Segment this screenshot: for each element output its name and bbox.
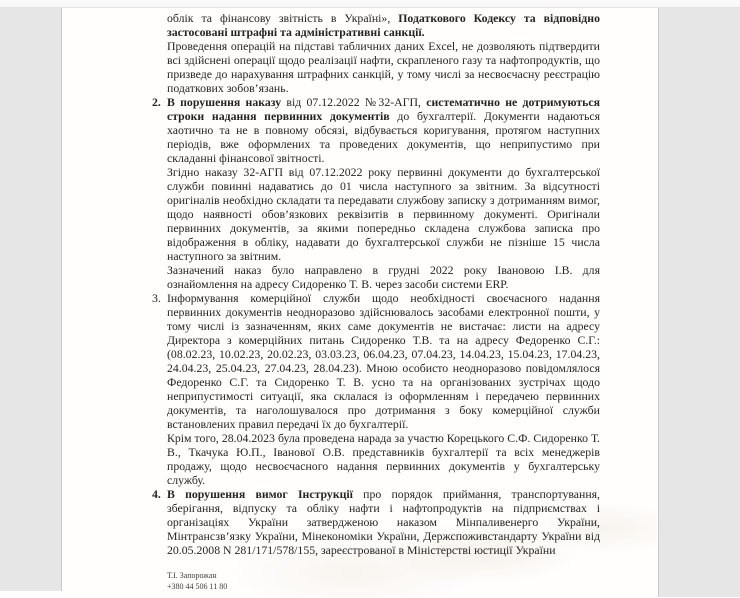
text-run: Проведення операцій на підставі табличних даних Excel, не дозволяють підтвердити всі здійснені операції щодо реалізації нафти, скрапленого газу та нафтопродуктів, що призведе до нарахування штрафних санкцій, у тому числі за несвоєчасну реєстрацію податкових зобов’язань.	[167, 39, 600, 95]
document-page	[62, 8, 657, 597]
list-marker: 2.	[152, 95, 161, 109]
text-run: відповідно застосовані штрафні та адміністративні санкції.	[167, 11, 600, 39]
paragraph	[167, 39, 600, 95]
document-text	[152, 11, 601, 557]
text-run: систематично не дотримуються строки надання первинних документів	[167, 95, 601, 123]
text-run: Крім того, 28.04.2023 була проведена нарада за участю Корецького С.Ф. Сидоренко Т. В., Ткачука Ю.П., Іванової О.В. представників бухгалтерії та всіх менеджерів продажу, щодо несвоєчасного надання первинних документів у бухгалтерську службу.	[167, 431, 600, 487]
page-footer	[167, 570, 600, 592]
signature-phone: +380 44 506 11 80	[167, 582, 228, 591]
text-run: Інформування комерційної служби щодо необхідності своєчасного надання первинних документів неодноразово здійснювалось засобами електронної пошти, у тому числі із зазначенням, яких саме документів не вистачає: листи на адресу Директора з комерційних питань Сидоренко Т.В. та на адресу Федоренко С.Г.: (08.02.23, 10.02.23, 20.02.23, 03.03.23, 06.04.23, 07.04.23, 14.04.23, 15.04.23, 17.04.23, 24.04.23, 25.04.23, 27.04.23, 28.04.23). Мною особисто неодноразово повідомлялося Федоренко С.Г. та Сидоренко Т. В. усно та на організованих зустрічах щодо неприпустимості ситуації, яка склалася із оформленням і передачею первинних документів, та наголошувалося про дотримання з боку комерційної служби встановлених правил передачі їх до бухгалтерії.	[167, 291, 600, 431]
list-item	[152, 487, 601, 557]
signature-name: Т.І. Запорожан	[167, 571, 217, 580]
list-item	[152, 291, 600, 431]
text-run: та	[515, 11, 544, 25]
text-run: Зазначений наказ було направлено в грудні 2022 року Івановою І.В. для ознайомлення на адресу Сидоренко Т. В. через засоби системи ERP.	[167, 263, 600, 291]
text-run: про порядок приймання, транспортування, зберігання, відпуску та обліку нафти і нафтопродуктів на підприємствах і організаціях України затвердженою наказом Мінпаливенерго України, Мінтрансзв’язку України, Мінекономіки України, Держспоживстандарту України від 20.05.2008 N 281/171/578/155, зареєстрованої в Міністерстві юстиції України	[167, 487, 601, 557]
viewer-canvas	[0, 8, 740, 597]
text-run: Податкового Кодексу	[398, 11, 516, 25]
text-run: облік та фінансову звітність в Україні»,	[167, 11, 399, 25]
list-marker: 4.	[152, 487, 161, 501]
list-marker: 3.	[152, 291, 161, 305]
viewer-left-margin	[0, 8, 62, 591]
viewer-right-margin	[658, 8, 740, 597]
text-run: від 07.12.2022 №32-АГП,	[286, 95, 427, 109]
viewer-top-strip	[0, 0, 740, 8]
text-run: В порушення наказу	[167, 95, 287, 109]
paragraph	[167, 11, 600, 39]
paragraph	[167, 165, 600, 263]
text-run: В порушення вимог Інструкції	[167, 487, 364, 501]
text-run: до бухгалтерії. Документи надаються хаотично та не в повному обсязі, відбувається коригування, протягом наступних періодів, вже оформлених та проведених документів, що неприпустимо при складанні фінансової звітності.	[167, 109, 600, 165]
paragraph	[167, 431, 600, 487]
paragraph	[167, 263, 600, 291]
text-run: Згідно наказу 32-АГП від 07.12.2022 року первинні документи до бухгалтерської служби повинні надаватись до 01 числа наступного за звітним. За відсутності оригіналів необхідно складати та передавати службову записку з дотриманням вимог, щодо наявності обов’язкових реквізитів в первинному документі. Оригінали первинних документів, за якими попередньо складена службова записка про відображення в обліку, надавати до бухгалтерської служби не пізніше 15 числа наступного за звітним.	[167, 165, 600, 263]
list-item	[152, 95, 601, 165]
